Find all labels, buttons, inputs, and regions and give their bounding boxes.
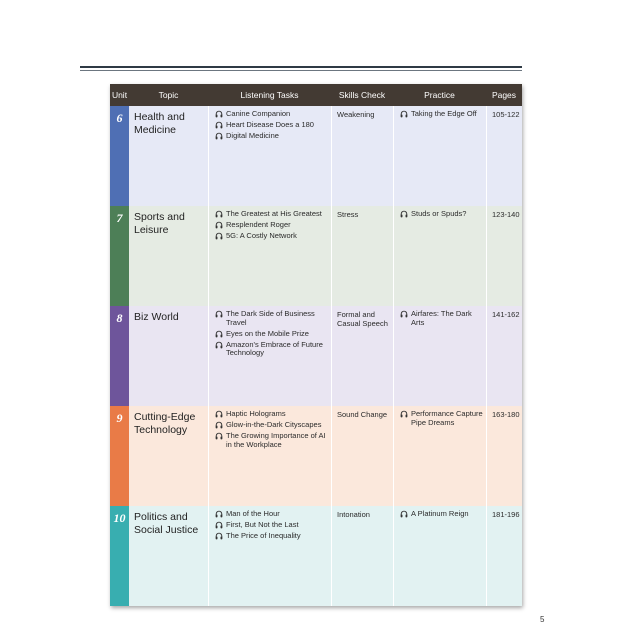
listening-tasks: [208, 106, 331, 206]
unit-row: [110, 406, 522, 506]
practice: [393, 106, 486, 206]
audio-task: [215, 532, 328, 541]
headphones-icon: [215, 510, 226, 519]
headphones-icon-graphic: [215, 521, 223, 529]
headphones-icon-graphic: [400, 410, 408, 418]
audio-task-title: The Growing Importance of AI in the Workplace: [226, 431, 326, 449]
headphones-icon: [215, 410, 226, 419]
audio-task-title: Resplendent Roger: [226, 220, 291, 229]
audio-task: [215, 421, 328, 430]
audio-task-title: First, But Not the Last: [226, 520, 299, 529]
unit-topic: Sports and Leisure: [134, 211, 185, 236]
audio-task-title: Man of the Hour: [226, 509, 280, 518]
unit-color-strip: [110, 406, 129, 506]
audio-task-title: The Greatest at His Greatest: [226, 209, 322, 218]
unit-color-strip: [110, 206, 129, 306]
unit-topic: Politics and Social Justice: [134, 511, 199, 536]
audio-task-title: Heart Disease Does a 180: [226, 120, 314, 129]
headphones-icon-graphic: [215, 532, 223, 540]
audio-task-title: The Dark Side of Business Travel: [226, 309, 315, 327]
page-range: 141-162: [486, 306, 522, 406]
headphones-icon: [215, 110, 226, 119]
audio-task-title: Taking the Edge Off: [411, 109, 477, 118]
practice: [393, 206, 486, 306]
headphones-icon-graphic: [400, 310, 408, 318]
audio-task-title: Studs or Spuds?: [411, 209, 467, 218]
skills-check: Intonation: [331, 506, 393, 606]
skills-check: Stress: [331, 206, 393, 306]
headphones-icon-graphic: [400, 510, 408, 518]
audio-task-title: The Price of Inequality: [226, 531, 301, 540]
audio-task-title: Canine Companion: [226, 109, 291, 118]
practice: [393, 406, 486, 506]
headphones-icon: [400, 110, 411, 119]
practice: [393, 306, 486, 406]
unit-number: 7: [116, 211, 123, 225]
unit-topic: Health and Medicine: [134, 111, 185, 136]
practice: [393, 506, 486, 606]
audio-task-title: Performance Capture Pipe Dreams: [411, 409, 483, 427]
headphones-icon: [215, 432, 226, 449]
audio-task-title: Eyes on the Mobile Prize: [226, 328, 309, 338]
headphones-icon: [215, 121, 226, 130]
audio-task-title: Airfares: The Dark Arts: [411, 309, 472, 327]
audio-task: [215, 510, 328, 519]
audio-task: [215, 341, 328, 358]
skills-check: Weakening: [331, 106, 393, 206]
headphones-icon: [400, 510, 411, 519]
audio-task: [215, 132, 328, 141]
headphones-icon-graphic: [215, 121, 223, 129]
headphones-icon-graphic: [215, 210, 223, 218]
headphones-icon-graphic: [215, 341, 223, 349]
audio-task: [215, 330, 328, 339]
headphones-icon-graphic: [215, 432, 223, 440]
table-header: [110, 84, 522, 106]
headphones-icon: [400, 410, 411, 427]
unit-number: 6: [116, 111, 123, 125]
headphones-icon-graphic: [400, 210, 408, 218]
header-skills-check: Skills Check: [338, 90, 386, 100]
headphones-icon: [215, 521, 226, 530]
audio-task-title: 5G: A Costly Network: [226, 231, 297, 240]
headphones-icon: [400, 210, 411, 219]
audio-task-title: Amazon's Embrace of Future Technology: [226, 339, 323, 357]
audio-task: [215, 110, 328, 119]
headphones-icon-graphic: [215, 232, 223, 240]
audio-task-title: Haptic Holograms: [226, 409, 286, 418]
page-number: 5: [540, 615, 545, 624]
audio-task: [400, 310, 484, 327]
headphones-icon: [215, 132, 226, 141]
headphones-icon-graphic: [215, 221, 223, 229]
unit-topic: Cutting-Edge Technology: [134, 411, 196, 436]
audio-task: [400, 210, 484, 219]
audio-task: [400, 510, 484, 519]
top-rule: [80, 66, 522, 68]
headphones-icon: [215, 232, 226, 241]
headphones-icon-graphic: [215, 510, 223, 518]
headphones-icon: [215, 330, 226, 339]
audio-task: [215, 432, 328, 449]
audio-task-title: Glow-in-the-Dark Cityscapes: [226, 420, 322, 429]
unit-topic: Biz World: [134, 311, 179, 323]
unit-row: [110, 306, 522, 406]
headphones-icon-graphic: [215, 410, 223, 418]
audio-task: [215, 232, 328, 241]
headphones-icon: [215, 310, 226, 327]
page-range: 181-196: [486, 506, 522, 606]
unit-color-strip: [110, 506, 129, 606]
skills-check: Formal and Casual Speech: [331, 306, 393, 406]
page-range: 123-140: [486, 206, 522, 306]
headphones-icon: [215, 341, 226, 358]
contents-table: [110, 84, 522, 606]
audio-task: [215, 221, 328, 230]
unit-row: [110, 506, 522, 606]
audio-task: [215, 410, 328, 419]
header-unit: Unit: [111, 90, 128, 100]
page-range: 105-122: [486, 106, 522, 206]
audio-task: [215, 521, 328, 530]
header-pages: Pages: [491, 90, 517, 100]
listening-tasks: [208, 406, 331, 506]
audio-task: [215, 210, 328, 219]
audio-task-title: A Platinum Reign: [411, 509, 469, 518]
header-practice: Practice: [424, 90, 455, 100]
headphones-icon-graphic: [215, 330, 223, 338]
audio-task: [215, 121, 328, 130]
headphones-icon-graphic: [215, 310, 223, 318]
audio-task-title: Digital Medicine: [226, 131, 279, 140]
unit-number: 9: [116, 411, 123, 425]
headphones-icon: [400, 310, 411, 327]
listening-tasks: [208, 206, 331, 306]
page-range: 163-180: [486, 406, 522, 506]
headphones-icon: [215, 210, 226, 219]
unit-number: 8: [116, 311, 123, 325]
headphones-icon-graphic: [215, 132, 223, 140]
audio-task: [215, 310, 328, 327]
headphones-icon: [215, 421, 226, 430]
audio-task: [400, 110, 484, 119]
header-topic: Topic: [158, 90, 179, 100]
headphones-icon: [215, 221, 226, 230]
audio-task: [400, 410, 484, 427]
skills-check: Sound Change: [331, 406, 393, 506]
unit-color-strip: [110, 306, 129, 406]
listening-tasks: [208, 306, 331, 406]
top-rule-thin: [80, 70, 522, 71]
header-listening-tasks: Listening Tasks: [240, 90, 299, 100]
headphones-icon-graphic: [400, 110, 408, 118]
unit-row: [110, 106, 522, 206]
unit-number: 10: [113, 511, 126, 525]
headphones-icon-graphic: [215, 421, 223, 429]
headphones-icon: [215, 532, 226, 541]
unit-row: [110, 206, 522, 306]
headphones-icon-graphic: [215, 110, 223, 118]
unit-color-strip: [110, 106, 129, 206]
listening-tasks: [208, 506, 331, 606]
